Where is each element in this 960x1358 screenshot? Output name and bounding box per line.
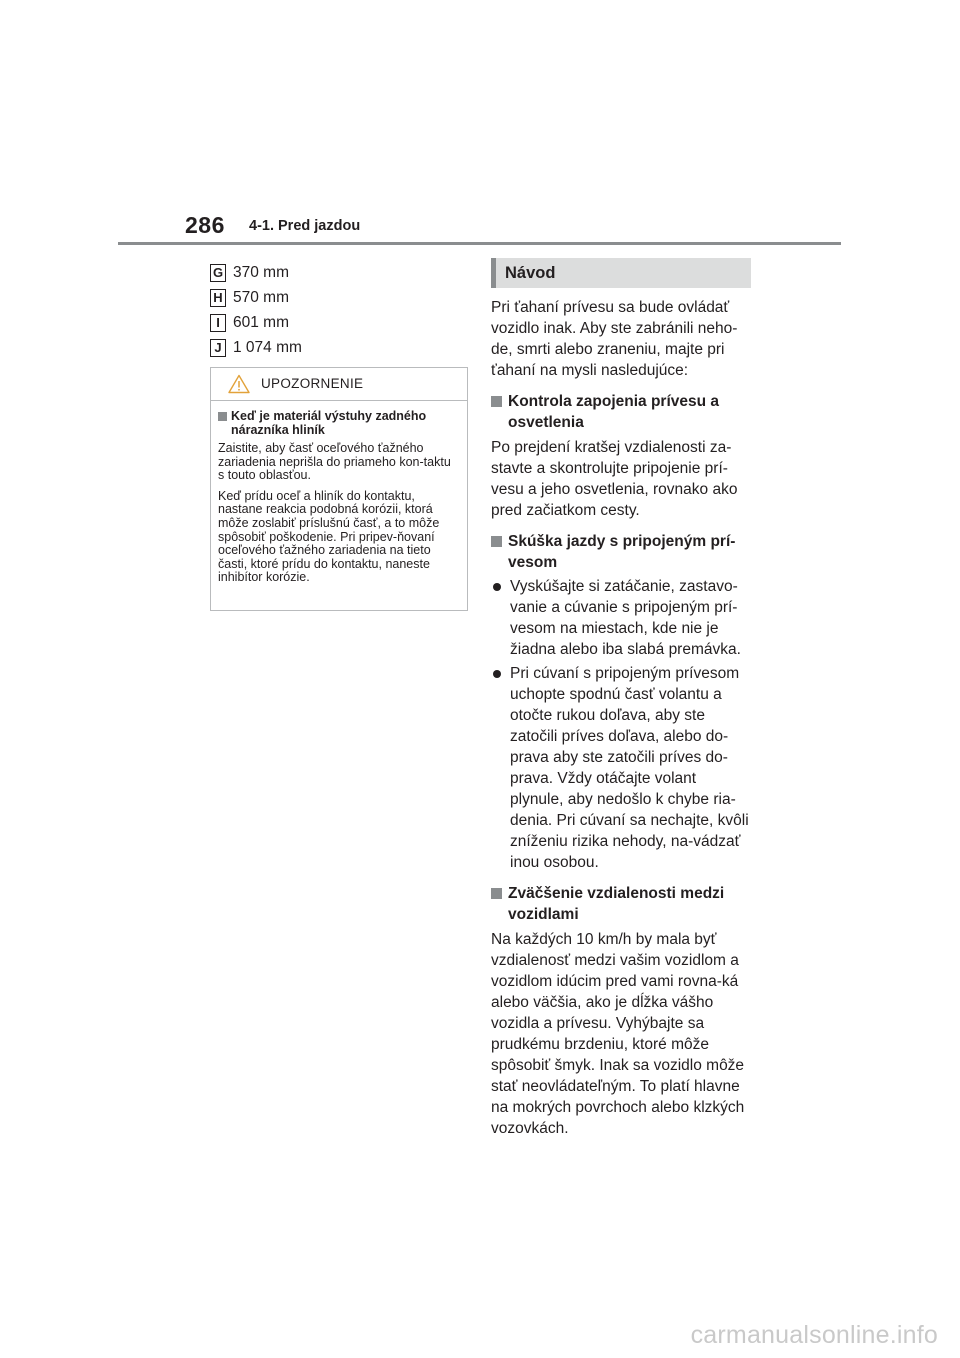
guide-column bbox=[491, 258, 751, 1139]
square-bullet-icon bbox=[491, 536, 502, 547]
guide-bullet bbox=[491, 576, 751, 660]
warning-triangle-icon bbox=[228, 374, 250, 394]
guide-subheading bbox=[491, 531, 751, 573]
dimension-list bbox=[210, 260, 302, 360]
warning-paragraph: Zaistite, aby časť oceľového ťažného zariadenia neprišla do priameho kon-taktu s touto oblasťou. bbox=[218, 441, 451, 483]
warning-label: UPOZORNENIE bbox=[261, 376, 364, 391]
guide-bullet-text: Pri cúvaní s pripojeným prívesom uchopte spodnú časť volantu a otočte rukou doľava, aby ste zatočili príves doľava, alebo do-prava aby ste zatočili príves do-prava. Vždy otáčajte volant plynule, aby nedošlo k chybe ria-denia. Pri cúvaní sa nechajte, kvôli zníženiu rizika nehody, na-vádzať inou osobou. bbox=[510, 665, 749, 871]
warning-subheading bbox=[218, 409, 460, 437]
dimension-row bbox=[210, 285, 302, 310]
dimension-value: 601 mm bbox=[233, 313, 289, 331]
bullet-dot-icon bbox=[493, 583, 501, 591]
dimension-row bbox=[210, 335, 302, 360]
dimension-letter: I bbox=[210, 314, 226, 332]
watermark[interactable]: carmanualsonline.info bbox=[690, 1321, 938, 1349]
warning-paragraph: Keď prídu oceľ a hliník do kontaktu, nastane reakcia podobná korózii, ktorá môže zoslabiť príslušnú časť, a to môže spôsobiť poškodenie. Pri pripev-ňovaní oceľového ťažného zariadenia na tieto časti, ktoré prídu do kontaktu, naneste inhibítor korózie. bbox=[218, 488, 440, 585]
guide-subheading bbox=[491, 883, 751, 925]
dimension-row bbox=[210, 260, 302, 285]
warning-subheading-text: Keď je materiál výstuhy zadného nárazníka hliník bbox=[231, 409, 427, 437]
square-bullet-icon bbox=[491, 396, 502, 407]
dimension-value: 1 074 mm bbox=[233, 338, 302, 356]
header-divider bbox=[118, 242, 841, 245]
guide-subheading-text: Skúška jazdy s pripojeným prí-vesom bbox=[508, 533, 736, 571]
dimension-letter: J bbox=[210, 339, 226, 357]
square-bullet-icon bbox=[218, 412, 227, 421]
section-title: 4-1. Pred jazdou bbox=[249, 218, 361, 234]
dimension-value: 370 mm bbox=[233, 263, 289, 281]
square-bullet-icon bbox=[491, 888, 502, 899]
dimension-value: 570 mm bbox=[233, 288, 289, 306]
warning-box bbox=[210, 367, 468, 611]
guide-paragraph: Na každých 10 km/h by mala byť vzdialenosť medzi vašim vozidlom a vozidlom idúcim pred vami rovna-ká alebo väčšia, ako je dĺžka vášho vozidla a prívesu. Vyhýbajte sa prudkému brzdeniu, ktoré môže spôsobiť šmyk. Inak sa vozidlo môže stať neovládateľným. To platí hlavne na mokrých povrchoch alebo klzkých vozovkách. bbox=[491, 931, 745, 1137]
dimension-row bbox=[210, 310, 302, 335]
guide-intro: Pri ťahaní prívesu sa bude ovládať vozidlo inak. Aby ste zabránili neho-de, smrti alebo zraneniu, majte pri ťahaní na mysli nasledujúce: bbox=[491, 299, 738, 379]
bullet-dot-icon bbox=[493, 670, 501, 678]
guide-bullet-text: Vyskúšajte si zatáčanie, zastavo-vanie a cúvanie s pripojeným prí-vesom na miestach, kde nie je žiadna alebo iba slabá premávka. bbox=[510, 578, 741, 658]
warning-body bbox=[211, 401, 467, 585]
guide-subheading bbox=[491, 391, 751, 433]
guide-subheading-text: Kontrola zapojenia prívesu a osvetlenia bbox=[508, 393, 720, 431]
warning-header bbox=[211, 368, 467, 401]
guide-bullet bbox=[491, 663, 751, 873]
dimension-letter: H bbox=[210, 289, 226, 307]
guide-subheading-text: Zväčšenie vzdialenosti medzi vozidlami bbox=[508, 885, 725, 923]
guide-title: Návod bbox=[491, 258, 751, 288]
page-number: 286 bbox=[185, 212, 225, 238]
guide-paragraph: Po prejdení kratšej vzdialenosti za-stavte a skontrolujte pripojenie prí-vesu a jeho osvetlenia, rovnako ako pred začiatkom cesty. bbox=[491, 439, 738, 519]
dimension-letter: G bbox=[210, 264, 226, 282]
